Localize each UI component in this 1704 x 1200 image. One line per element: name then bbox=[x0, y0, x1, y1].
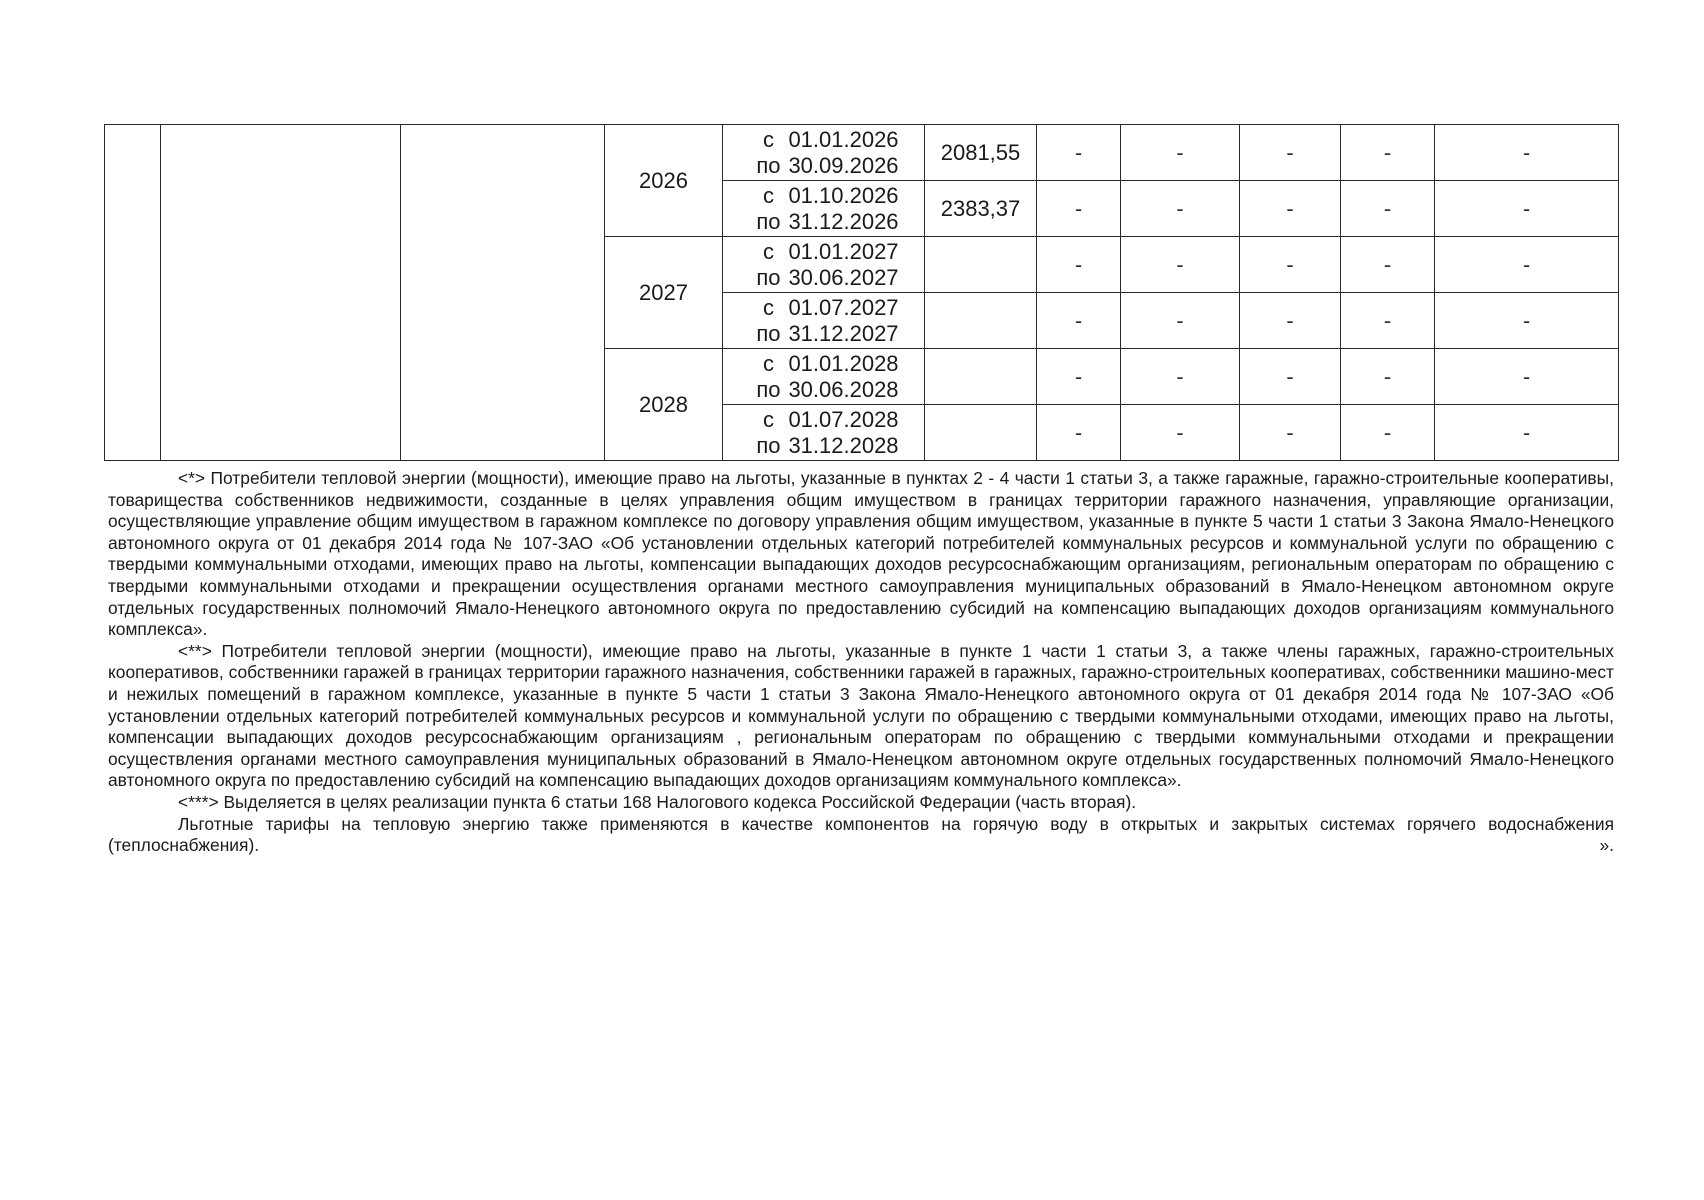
tariff-value-cell bbox=[925, 349, 1037, 405]
period-from bbox=[723, 239, 924, 265]
dash-cell: - bbox=[1341, 181, 1435, 237]
from-prefix: с bbox=[762, 294, 774, 320]
to-prefix: по bbox=[756, 264, 781, 290]
from-date: 01.01.2028 bbox=[788, 350, 899, 376]
dash-cell: - bbox=[1435, 405, 1619, 461]
to-date: 30.06.2027 bbox=[788, 264, 899, 290]
to-prefix: по bbox=[756, 320, 781, 346]
blank-cell-2 bbox=[161, 125, 401, 461]
period-from bbox=[723, 407, 924, 433]
to-prefix: по bbox=[756, 376, 781, 402]
dash-cell: - bbox=[1435, 349, 1619, 405]
dash-cell: - bbox=[1240, 125, 1341, 181]
period-to bbox=[723, 153, 924, 179]
from-prefix: с bbox=[762, 126, 774, 152]
year-cell: 2027 bbox=[605, 237, 723, 349]
dash-cell: - bbox=[1240, 349, 1341, 405]
blank-cell-1 bbox=[105, 125, 161, 461]
from-prefix: с bbox=[762, 238, 774, 264]
from-date: 01.01.2027 bbox=[788, 238, 899, 264]
dash-cell: - bbox=[1341, 293, 1435, 349]
dash-cell: - bbox=[1240, 405, 1341, 461]
to-date: 31.12.2027 bbox=[788, 320, 899, 346]
closing-quote: ». bbox=[1599, 835, 1614, 856]
footnote-3: <***> Выделяется в целях реализации пункта 6 статьи 168 Налогового кодекса Российской Федерации (часть вторая). bbox=[178, 791, 1137, 812]
dash-cell: - bbox=[1121, 181, 1240, 237]
period-cell bbox=[723, 237, 925, 293]
year-cell: 2028 bbox=[605, 349, 723, 461]
from-date: 01.01.2026 bbox=[788, 126, 899, 152]
tariff-value-cell bbox=[925, 237, 1037, 293]
dash-cell: - bbox=[1435, 181, 1619, 237]
period-from bbox=[723, 183, 924, 209]
dash-cell: - bbox=[1435, 125, 1619, 181]
dash-cell: - bbox=[1121, 125, 1240, 181]
period-from bbox=[723, 351, 924, 377]
period-from bbox=[723, 127, 924, 153]
to-date: 30.06.2028 bbox=[788, 376, 899, 402]
table-row bbox=[105, 125, 1619, 181]
dash-cell: - bbox=[1341, 405, 1435, 461]
to-date: 31.12.2026 bbox=[788, 208, 899, 234]
footnote-4-text: Льготные тарифы на тепловую энергию также применяются в качестве компонентов на горячую воду в открытых и закрытых системах горячего водоснабжения (теплоснабжения). bbox=[108, 813, 1614, 856]
from-date: 01.07.2028 bbox=[788, 406, 899, 432]
dash-cell: - bbox=[1121, 349, 1240, 405]
period-cell bbox=[723, 293, 925, 349]
footnote-4 bbox=[108, 814, 1614, 857]
to-prefix: по bbox=[756, 152, 781, 178]
dash-cell: - bbox=[1435, 237, 1619, 293]
blank-cell-3 bbox=[401, 125, 605, 461]
dash-cell: - bbox=[1121, 293, 1240, 349]
tariff-value-cell bbox=[925, 293, 1037, 349]
dash-cell: - bbox=[1240, 293, 1341, 349]
dash-cell: - bbox=[1037, 237, 1121, 293]
period-to bbox=[723, 433, 924, 459]
dash-cell: - bbox=[1240, 237, 1341, 293]
tariff-value-cell: 2081,55 bbox=[925, 125, 1037, 181]
tariff-value-cell bbox=[925, 405, 1037, 461]
period-to bbox=[723, 377, 924, 403]
dash-cell: - bbox=[1341, 237, 1435, 293]
from-prefix: с bbox=[762, 350, 774, 376]
to-prefix: по bbox=[756, 208, 781, 234]
footnote-2: <**> Потребители тепловой энергии (мощности), имеющие право на льготы, указанные в пункте 1 части 1 статьи 3, а также члены гаражных, гаражно-строительных кооперативов, собственники гаражей в границах территории гаражного назначения, собственники гаражей в гаражных, гаражно-строительных кооперативах, собственники машино-мест и нежилых помещений в гаражном комплексе, указанные в пункте 5 части 1 статьи 3 Закона Ямало-Ненецкого автономного округа от 01 декабря 2014 года № 107-ЗАО «Об установлении отдельных категорий потребителей коммунальных ресурсов и коммунальной услуги по обращению с твердыми коммунальными отходами, имеющих право на льготы, компенсации выпадающих доходов ресурсоснабжающим организациям , региональным операторам по обращению с твердыми коммунальными отходами и прекращении осуществления органами местного самоуправления муниципальных образований в Ямало-Ненецком автономном округе отдельных государственных полномочий Ямало-Ненецкого автономного округа по предоставлению субсидий на компенсацию выпадающих доходов организациям коммунального комплекса». bbox=[108, 640, 1614, 791]
dash-cell: - bbox=[1037, 293, 1121, 349]
period-to bbox=[723, 209, 924, 235]
dash-cell: - bbox=[1121, 405, 1240, 461]
period-cell bbox=[723, 125, 925, 181]
dash-cell: - bbox=[1240, 181, 1341, 237]
dash-cell: - bbox=[1121, 237, 1240, 293]
from-prefix: с bbox=[762, 406, 774, 432]
period-to bbox=[723, 265, 924, 291]
period-from bbox=[723, 295, 924, 321]
period-cell bbox=[723, 181, 925, 237]
year-cell: 2026 bbox=[605, 125, 723, 237]
from-date: 01.10.2026 bbox=[788, 182, 899, 208]
footnotes bbox=[108, 468, 1614, 857]
period-cell bbox=[723, 405, 925, 461]
dash-cell: - bbox=[1435, 293, 1619, 349]
dash-cell: - bbox=[1037, 405, 1121, 461]
dash-cell: - bbox=[1037, 181, 1121, 237]
footnote-1: <*> Потребители тепловой энергии (мощности), имеющие право на льготы, указанные в пунктах 2 - 4 части 1 статьи 3, а также гаражные, гаражно-строительные кооперативы, товарищества собственников недвижимости, созданные в целях управления общим имуществом в границах территории гаражного назначения, управляющие организации, осуществляющие управление общим имуществом в гаражном комплексе по договору управления общим имуществом, указанные в пункте 5 части 1 статьи 3 Закона Ямало-Ненецкого автономного округа от 01 декабря 2014 года № 107-ЗАО «Об установлении отдельных категорий потребителей коммунальных ресурсов и коммунальной услуги по обращению с твердыми коммунальными отходами, имеющих право на льготы, компенсации выпадающих доходов ресурсоснабжающим организациям, региональным операторам по обращению с твердыми коммунальными отходами и прекращении осуществления органами местного самоуправления муниципальных образований в Ямало-Ненецком автономном округе отдельных государственных полномочий Ямало-Ненецкого автономного округа по предоставлению субсидий на компенсацию выпадающих доходов организациям коммунального комплекса». bbox=[108, 468, 1614, 640]
to-date: 31.12.2028 bbox=[788, 432, 899, 458]
tariff-table bbox=[104, 124, 1619, 461]
to-date: 30.09.2026 bbox=[788, 152, 899, 178]
dash-cell: - bbox=[1341, 125, 1435, 181]
period-cell bbox=[723, 349, 925, 405]
dash-cell: - bbox=[1341, 349, 1435, 405]
tariff-value-cell: 2383,37 bbox=[925, 181, 1037, 237]
from-prefix: с bbox=[762, 182, 774, 208]
dash-cell: - bbox=[1037, 125, 1121, 181]
to-prefix: по bbox=[756, 432, 781, 458]
from-date: 01.07.2027 bbox=[788, 294, 899, 320]
dash-cell: - bbox=[1037, 349, 1121, 405]
period-to bbox=[723, 321, 924, 347]
